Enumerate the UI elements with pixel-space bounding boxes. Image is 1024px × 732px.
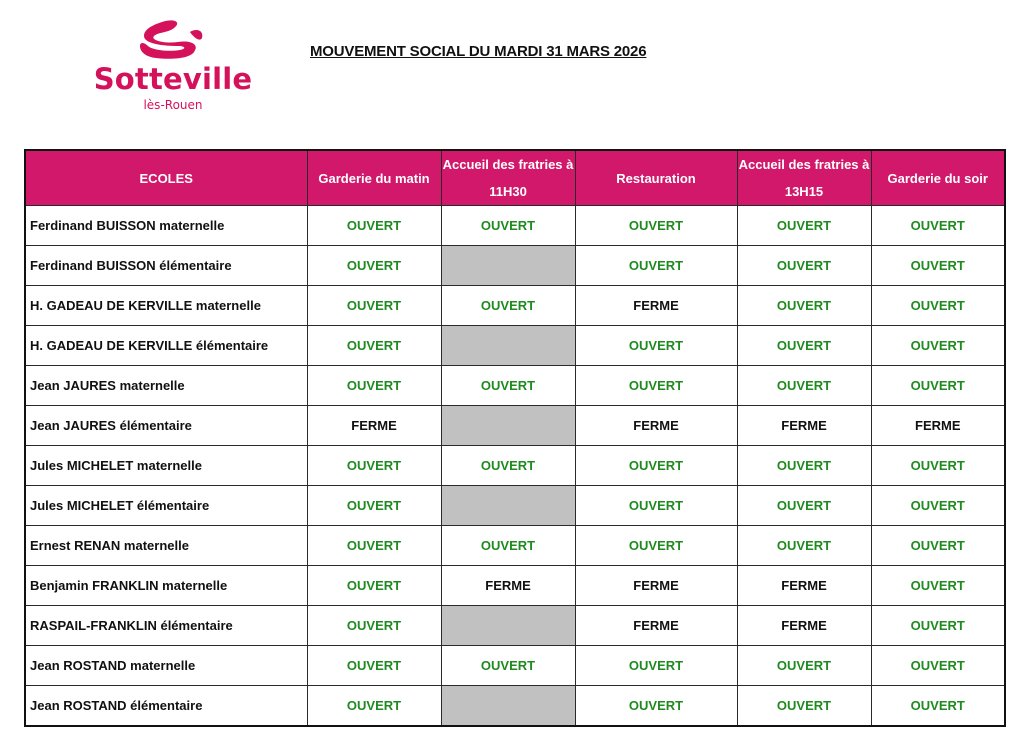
status-cell: OUVERT: [737, 486, 871, 526]
status-cell: OUVERT: [871, 366, 1005, 406]
status-cell: OUVERT: [441, 446, 575, 486]
table-row: [25, 246, 1005, 286]
status-cell-not-applicable: [441, 606, 575, 646]
status-cell-not-applicable: [441, 326, 575, 366]
status-cell: OUVERT: [441, 286, 575, 326]
table-row: [25, 206, 1005, 246]
status-cell-not-applicable: [441, 406, 575, 446]
status-cell: OUVERT: [307, 286, 441, 326]
status-cell: OUVERT: [307, 486, 441, 526]
school-name: Jean ROSTAND maternelle: [25, 646, 307, 686]
status-cell: OUVERT: [307, 526, 441, 566]
status-cell: OUVERT: [871, 286, 1005, 326]
status-cell: OUVERT: [737, 286, 871, 326]
school-name: H. GADEAU DE KERVILLE élémentaire: [25, 326, 307, 366]
school-name: Ernest RENAN maternelle: [25, 526, 307, 566]
table-row: [25, 446, 1005, 486]
status-cell: OUVERT: [737, 326, 871, 366]
header-row: [25, 150, 1005, 206]
status-cell: FERME: [737, 606, 871, 646]
table-row: [25, 526, 1005, 566]
status-cell: OUVERT: [737, 366, 871, 406]
status-cell: OUVERT: [307, 446, 441, 486]
status-cell: OUVERT: [441, 646, 575, 686]
logo-wordmark: Sotteville: [93, 62, 253, 96]
logo-subtitle: lès-Rouen: [143, 98, 203, 112]
status-cell: OUVERT: [737, 646, 871, 686]
table-row: [25, 286, 1005, 326]
school-name: Jean JAURES élémentaire: [25, 406, 307, 446]
status-cell: OUVERT: [575, 686, 737, 727]
status-cell: OUVERT: [307, 366, 441, 406]
logo-ribbon-icon: [134, 18, 212, 64]
status-cell: OUVERT: [575, 526, 737, 566]
status-cell: OUVERT: [871, 446, 1005, 486]
status-cell: OUVERT: [307, 326, 441, 366]
status-cell: FERME: [575, 566, 737, 606]
status-cell: OUVERT: [441, 366, 575, 406]
table-row: [25, 406, 1005, 446]
status-cell: OUVERT: [871, 646, 1005, 686]
table-row: [25, 486, 1005, 526]
school-name: Ferdinand BUISSON maternelle: [25, 206, 307, 246]
status-cell: OUVERT: [871, 606, 1005, 646]
status-cell: OUVERT: [575, 646, 737, 686]
status-cell: FERME: [441, 566, 575, 606]
status-cell: FERME: [871, 406, 1005, 446]
column-header: ECOLES: [25, 150, 307, 206]
column-header: Accueil des fratries à 13H15: [737, 150, 871, 206]
status-cell: OUVERT: [575, 366, 737, 406]
status-cell: OUVERT: [575, 246, 737, 286]
status-cell: OUVERT: [871, 686, 1005, 727]
status-cell: OUVERT: [575, 486, 737, 526]
status-cell-not-applicable: [441, 686, 575, 727]
school-name: Jean ROSTAND élémentaire: [25, 686, 307, 727]
column-header: Restauration: [575, 150, 737, 206]
status-cell: FERME: [575, 606, 737, 646]
status-cell: OUVERT: [737, 686, 871, 727]
status-cell: OUVERT: [871, 326, 1005, 366]
status-cell: OUVERT: [737, 526, 871, 566]
status-cell: FERME: [307, 406, 441, 446]
table-row: [25, 686, 1005, 727]
status-cell: OUVERT: [441, 526, 575, 566]
school-name: RASPAIL-FRANKLIN élémentaire: [25, 606, 307, 646]
status-cell: OUVERT: [871, 246, 1005, 286]
column-header: Accueil des fratries à 11H30: [441, 150, 575, 206]
status-cell: FERME: [737, 566, 871, 606]
table-body: [25, 206, 1005, 727]
status-cell: OUVERT: [307, 606, 441, 646]
status-cell: OUVERT: [575, 326, 737, 366]
status-cell: FERME: [737, 406, 871, 446]
status-cell: OUVERT: [871, 566, 1005, 606]
school-name: Jean JAURES maternelle: [25, 366, 307, 406]
table-row: [25, 566, 1005, 606]
table-row: [25, 326, 1005, 366]
table-row: [25, 646, 1005, 686]
status-cell: FERME: [575, 406, 737, 446]
school-name: H. GADEAU DE KERVILLE maternelle: [25, 286, 307, 326]
status-cell: OUVERT: [307, 686, 441, 727]
status-cell: OUVERT: [737, 206, 871, 246]
school-name: Benjamin FRANKLIN maternelle: [25, 566, 307, 606]
status-cell: OUVERT: [575, 446, 737, 486]
status-cell: OUVERT: [307, 646, 441, 686]
table-row: [25, 366, 1005, 406]
table-row: [25, 606, 1005, 646]
status-cell: OUVERT: [871, 526, 1005, 566]
page-title: MOUVEMENT SOCIAL DU MARDI 31 MARS 2026: [310, 43, 647, 60]
column-header: Garderie du matin: [307, 150, 441, 206]
status-cell: OUVERT: [307, 566, 441, 606]
status-table: [24, 149, 1006, 727]
status-cell: OUVERT: [871, 206, 1005, 246]
status-cell: OUVERT: [737, 446, 871, 486]
status-cell: FERME: [575, 286, 737, 326]
status-cell-not-applicable: [441, 486, 575, 526]
sotteville-logo: [84, 18, 262, 114]
status-cell: OUVERT: [307, 206, 441, 246]
status-cell: OUVERT: [737, 246, 871, 286]
school-name: Jules MICHELET maternelle: [25, 446, 307, 486]
school-name: Ferdinand BUISSON élémentaire: [25, 246, 307, 286]
status-cell: OUVERT: [441, 206, 575, 246]
school-name: Jules MICHELET élémentaire: [25, 486, 307, 526]
column-header: Garderie du soir: [871, 150, 1005, 206]
status-cell: OUVERT: [575, 206, 737, 246]
status-cell-not-applicable: [441, 246, 575, 286]
status-cell: OUVERT: [307, 246, 441, 286]
status-cell: OUVERT: [871, 486, 1005, 526]
